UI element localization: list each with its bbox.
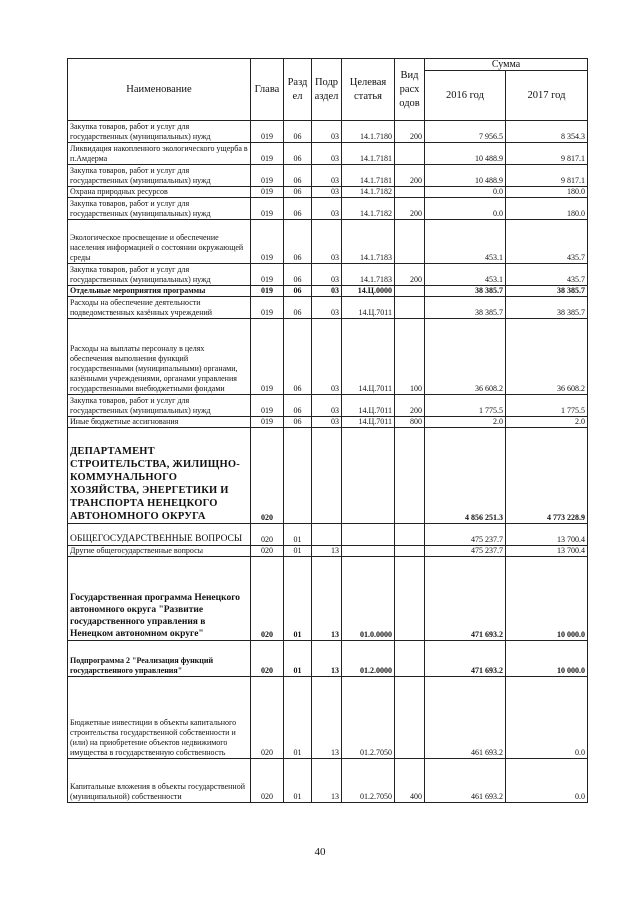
row-subsection [312, 428, 342, 524]
row-section: 01 [284, 759, 312, 803]
row-name: Другие общегосударственные вопросы [68, 546, 251, 557]
row-chapter: 019 [251, 187, 284, 198]
row-chapter: 020 [251, 524, 284, 546]
row-value-2017: 435.7 [506, 264, 588, 286]
row-section: 06 [284, 417, 312, 428]
row-value-2016: 38 385.7 [425, 286, 506, 297]
row-value-2016: 0.0 [425, 198, 506, 220]
row-exp-type: 200 [395, 264, 425, 286]
table-row [68, 297, 588, 319]
row-value-2016: 10 488.9 [425, 143, 506, 165]
row-name: Государственная программа Ненецкого автономного округа "Развитие государственного управления в Ненецком автономном округе" [68, 557, 251, 641]
budget-table [67, 58, 588, 803]
row-chapter: 019 [251, 143, 284, 165]
table-row [68, 759, 588, 803]
row-chapter: 020 [251, 428, 284, 524]
row-target: 14.Ц.0000 [342, 286, 395, 297]
row-chapter: 019 [251, 417, 284, 428]
row-value-2017: 180.0 [506, 187, 588, 198]
row-subsection: 03 [312, 165, 342, 187]
row-subsection: 13 [312, 677, 342, 759]
row-value-2016: 461 693.2 [425, 677, 506, 759]
row-target [342, 546, 395, 557]
row-section: 06 [284, 297, 312, 319]
row-value-2017: 2.0 [506, 417, 588, 428]
row-name: Закупка товаров, работ и услуг для государственных (муниципальных) нужд [68, 165, 251, 187]
row-subsection: 03 [312, 297, 342, 319]
row-section: 01 [284, 557, 312, 641]
page-number: 40 [314, 846, 326, 858]
row-value-2017: 9 817.1 [506, 143, 588, 165]
header-sum: Сумма [425, 59, 588, 71]
row-exp-type [395, 286, 425, 297]
row-exp-type [395, 546, 425, 557]
row-section: 06 [284, 220, 312, 264]
table-row [68, 286, 588, 297]
table-row [68, 143, 588, 165]
row-name: Закупка товаров, работ и услуг для государственных (муниципальных) нужд [68, 264, 251, 286]
row-value-2016: 475 237.7 [425, 524, 506, 546]
row-target [342, 428, 395, 524]
row-exp-type [395, 641, 425, 677]
row-section: 01 [284, 524, 312, 546]
row-value-2016: 471 693.2 [425, 641, 506, 677]
row-target: 14.1.7182 [342, 187, 395, 198]
row-name: Экологическое просвещение и обеспечение населения информацией о состоянии окружающей среды [68, 220, 251, 264]
row-chapter: 019 [251, 319, 284, 395]
table-row [68, 121, 588, 143]
row-subsection: 03 [312, 395, 342, 417]
row-section: 06 [284, 165, 312, 187]
row-chapter: 019 [251, 198, 284, 220]
row-value-2016: 475 237.7 [425, 546, 506, 557]
row-chapter: 020 [251, 641, 284, 677]
row-section: 01 [284, 546, 312, 557]
row-section: 06 [284, 319, 312, 395]
row-subsection: 03 [312, 264, 342, 286]
row-subsection: 13 [312, 759, 342, 803]
row-target: 14.Ц.7011 [342, 417, 395, 428]
row-exp-type: 100 [395, 319, 425, 395]
row-value-2016: 36 608.2 [425, 319, 506, 395]
table-row [68, 264, 588, 286]
row-name: Закупка товаров, работ и услуг для государственных (муниципальных) нужд [68, 198, 251, 220]
row-exp-type: 400 [395, 759, 425, 803]
row-chapter: 019 [251, 121, 284, 143]
row-name: Ликвидация накопленного экологического ущерба в п.Амдерма [68, 143, 251, 165]
row-value-2017: 13 700.4 [506, 546, 588, 557]
row-name: Отдельные мероприятия программы [68, 286, 251, 297]
row-exp-type: 200 [395, 165, 425, 187]
table-row [68, 417, 588, 428]
row-subsection [312, 524, 342, 546]
row-name: Подпрограмма 2 "Реализация функций государственного управления" [68, 641, 251, 677]
table-row [68, 165, 588, 187]
row-chapter: 020 [251, 677, 284, 759]
row-exp-type: 800 [395, 417, 425, 428]
row-value-2017: 0.0 [506, 759, 588, 803]
row-subsection: 03 [312, 121, 342, 143]
row-target: 01.2.0000 [342, 641, 395, 677]
row-name: Капитальные вложения в объекты государственной (муниципальной) собственности [68, 759, 251, 803]
row-target: 14.Ц.7011 [342, 395, 395, 417]
row-target: 14.1.7182 [342, 198, 395, 220]
row-exp-type [395, 557, 425, 641]
row-value-2017: 38 385.7 [506, 297, 588, 319]
row-target: 14.1.7181 [342, 165, 395, 187]
row-target: 14.1.7183 [342, 264, 395, 286]
row-exp-type [395, 297, 425, 319]
row-section: 06 [284, 187, 312, 198]
row-section: 06 [284, 143, 312, 165]
table-row [68, 546, 588, 557]
row-name: Закупка товаров, работ и услуг для государственных (муниципальных) нужд [68, 395, 251, 417]
table-row [68, 641, 588, 677]
row-target: 14.Ц.7011 [342, 297, 395, 319]
row-exp-type [395, 220, 425, 264]
row-section: 06 [284, 286, 312, 297]
row-name: Бюджетные инвестиции в объекты капитального строительства государственной собственности и (или) на приобретение объектов недвижимого имущества в государственную собственность [68, 677, 251, 759]
row-name: Расходы на выплаты персоналу в целях обеспечения выполнения функций государственными (муниципальными) органами, казёнными учреждениями, органами управления государственными внебюджетными фондами [68, 319, 251, 395]
row-name: Закупка товаров, работ и услуг для государственных (муниципальных) нужд [68, 121, 251, 143]
row-value-2016: 453.1 [425, 220, 506, 264]
row-value-2016: 2.0 [425, 417, 506, 428]
row-value-2017: 38 385.7 [506, 286, 588, 297]
table-row [68, 187, 588, 198]
row-chapter: 019 [251, 286, 284, 297]
row-chapter: 019 [251, 165, 284, 187]
row-value-2016: 1 775.5 [425, 395, 506, 417]
row-subsection: 03 [312, 286, 342, 297]
row-subsection: 13 [312, 641, 342, 677]
row-chapter: 019 [251, 395, 284, 417]
row-name: ОБЩЕГОСУДАРСТВЕННЫЕ ВОПРОСЫ [68, 524, 251, 546]
row-chapter: 019 [251, 264, 284, 286]
row-value-2017: 10 000.0 [506, 557, 588, 641]
row-value-2017: 36 608.2 [506, 319, 588, 395]
header-section: Разд ел [284, 59, 312, 121]
row-target: 01.2.7050 [342, 677, 395, 759]
row-subsection: 03 [312, 417, 342, 428]
row-subsection: 13 [312, 557, 342, 641]
row-subsection: 03 [312, 143, 342, 165]
row-value-2017: 10 000.0 [506, 641, 588, 677]
row-chapter: 020 [251, 759, 284, 803]
row-value-2017: 0.0 [506, 677, 588, 759]
row-target: 14.1.7181 [342, 143, 395, 165]
header-subsection: Подр аздел [312, 59, 342, 121]
row-chapter: 020 [251, 546, 284, 557]
row-exp-type [395, 524, 425, 546]
row-chapter: 019 [251, 220, 284, 264]
row-value-2016: 7 956.5 [425, 121, 506, 143]
row-value-2016: 38 385.7 [425, 297, 506, 319]
table-row [68, 428, 588, 524]
row-subsection: 03 [312, 187, 342, 198]
header-name: Наименование [68, 59, 251, 121]
row-target: 14.1.7183 [342, 220, 395, 264]
row-value-2016: 10 488.9 [425, 165, 506, 187]
header-exp-type: Вид расх одов [395, 59, 425, 121]
row-chapter: 020 [251, 557, 284, 641]
row-section: 06 [284, 395, 312, 417]
row-value-2017: 1 775.5 [506, 395, 588, 417]
row-exp-type: 200 [395, 121, 425, 143]
row-target: 14.1.7180 [342, 121, 395, 143]
row-name: ДЕПАРТАМЕНТ СТРОИТЕЛЬСТВА, ЖИЛИЩНО-КОММУНАЛЬНОГО ХОЗЯЙСТВА, ЭНЕРГЕТИКИ И ТРАНСПОРТА НЕНЕЦКОГО АВТОНОМНОГО ОКРУГА [68, 428, 251, 524]
row-section: 06 [284, 264, 312, 286]
row-section: 01 [284, 677, 312, 759]
row-value-2017: 435.7 [506, 220, 588, 264]
row-value-2016: 471 693.2 [425, 557, 506, 641]
table-row [68, 198, 588, 220]
row-value-2017: 13 700.4 [506, 524, 588, 546]
row-section: 06 [284, 121, 312, 143]
row-value-2016: 0.0 [425, 187, 506, 198]
row-value-2017: 4 773 228.9 [506, 428, 588, 524]
row-target: 14.Ц.7011 [342, 319, 395, 395]
row-subsection: 03 [312, 220, 342, 264]
header-target: Целевая статья [342, 59, 395, 121]
row-value-2016: 461 693.2 [425, 759, 506, 803]
row-name: Расходы на обеспечение деятельности подведомственных казённых учреждений [68, 297, 251, 319]
row-target [342, 524, 395, 546]
row-section: 06 [284, 198, 312, 220]
row-subsection: 03 [312, 319, 342, 395]
row-value-2017: 8 354.3 [506, 121, 588, 143]
row-target: 01.0.0000 [342, 557, 395, 641]
table-row [68, 395, 588, 417]
row-value-2016: 453.1 [425, 264, 506, 286]
table-row [68, 319, 588, 395]
header-chapter: Глава [251, 59, 284, 121]
row-section [284, 428, 312, 524]
header-2016: 2016 год [425, 71, 506, 121]
row-subsection: 13 [312, 546, 342, 557]
row-name: Иные бюджетные ассигнования [68, 417, 251, 428]
row-target: 01.2.7050 [342, 759, 395, 803]
row-chapter: 019 [251, 297, 284, 319]
row-exp-type [395, 677, 425, 759]
row-exp-type [395, 428, 425, 524]
row-value-2016: 4 856 251.3 [425, 428, 506, 524]
row-name: Охрана природных ресурсов [68, 187, 251, 198]
row-value-2017: 9 817.1 [506, 165, 588, 187]
header-2017: 2017 год [506, 71, 588, 121]
row-section: 01 [284, 641, 312, 677]
table-row [68, 557, 588, 641]
table-row [68, 524, 588, 546]
table-row [68, 220, 588, 264]
table-row [68, 677, 588, 759]
row-subsection: 03 [312, 198, 342, 220]
row-exp-type: 200 [395, 198, 425, 220]
row-exp-type: 200 [395, 395, 425, 417]
row-exp-type [395, 187, 425, 198]
row-exp-type [395, 143, 425, 165]
row-value-2017: 180.0 [506, 198, 588, 220]
